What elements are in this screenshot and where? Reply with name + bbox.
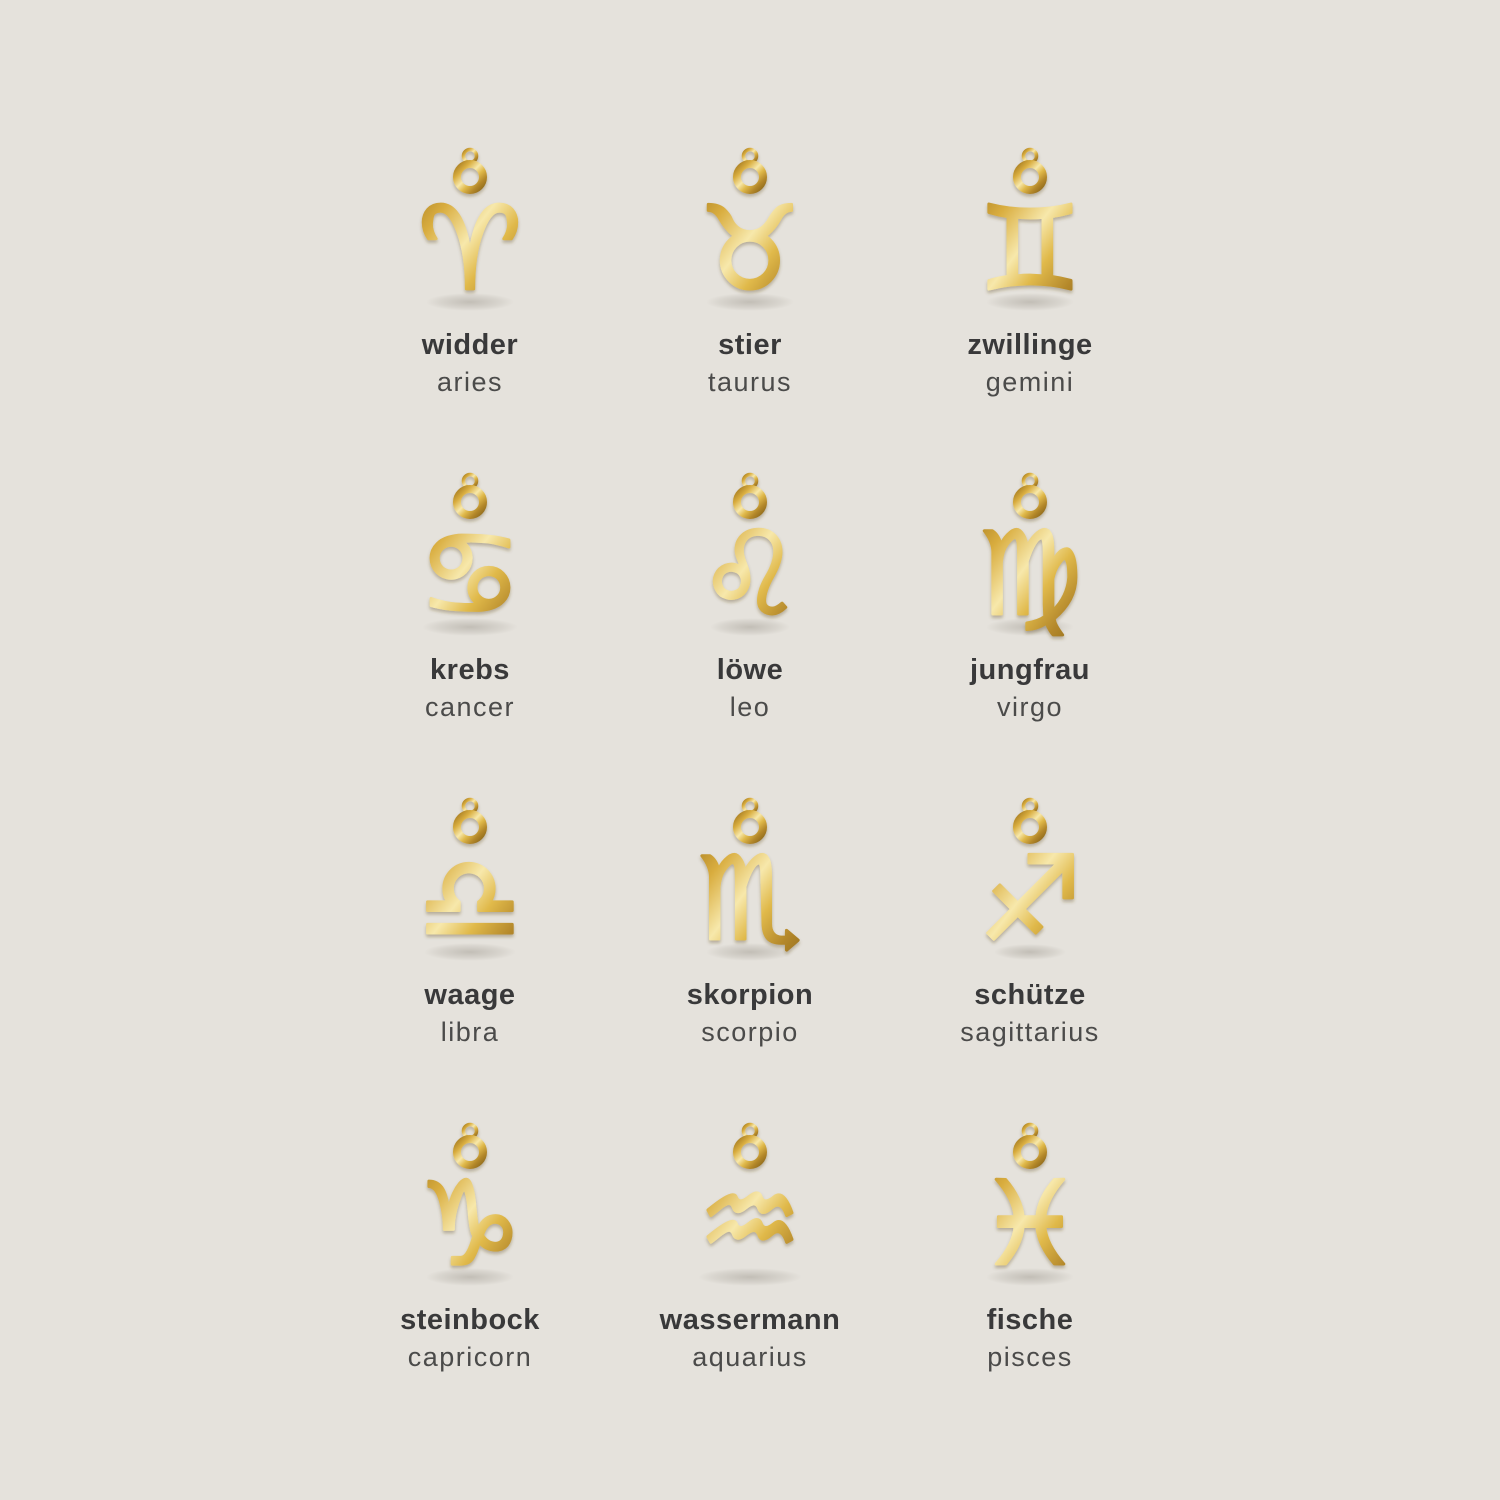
zodiac-symbol-glyph: ♊ [978,182,1082,317]
charm-caption [425,652,515,724]
charm-name-de: jungfrau [970,654,1090,686]
charm-card-aries [330,145,610,470]
charm-name-de: fische [986,1304,1074,1336]
charm-name-en: capricorn [407,1342,533,1372]
zodiac-symbol-glyph: ♐ [978,832,1082,967]
charm-card-pisces [890,1120,1170,1445]
charm-caption [424,977,515,1049]
zodiac-symbol-glyph: ♌ [698,507,802,642]
charm-caption [687,977,813,1049]
charm-name-en: virgo [996,692,1064,722]
taurus-zodiac-charm-icon [685,145,815,317]
charm-card-sagittarius [890,795,1170,1120]
charm-caption [400,1302,540,1374]
virgo-zodiac-charm-icon [965,470,1095,642]
zodiac-symbol-glyph: ♓ [978,1157,1082,1292]
gemini-zodiac-charm-icon [965,145,1095,317]
charm-name-en: aquarius [692,1342,808,1372]
charm-caption [970,652,1090,724]
zodiac-symbol-glyph: ♈ [418,182,522,317]
leo-zodiac-charm-icon [685,470,815,642]
zodiac-symbol-glyph: ♎ [418,832,522,967]
charm-card-cancer [330,470,610,795]
charm-name-en: sagittarius [960,1017,1100,1047]
charm-name-de: schütze [974,979,1086,1011]
cancer-zodiac-charm-icon [405,470,535,642]
charm-name-de: wassermann [659,1304,841,1336]
charm-name-de: löwe [716,654,784,686]
charm-name-en: libra [440,1017,500,1047]
libra-zodiac-charm-icon [405,795,535,967]
charm-name-en: aries [436,367,504,397]
zodiac-symbol-glyph: ♋ [418,507,522,642]
charm-caption [960,977,1100,1049]
charm-name-en: leo [729,692,771,722]
charm-card-gemini [890,145,1170,470]
zodiac-symbol-glyph: ♉ [698,182,802,317]
capricorn-zodiac-charm-icon [405,1120,535,1292]
zodiac-symbol-glyph: ♍ [978,507,1082,642]
charm-name-en: scorpio [701,1017,799,1047]
zodiac-symbol-glyph: ♒ [698,1153,802,1288]
charm-name-en: taurus [707,367,793,397]
charm-name-de: skorpion [686,979,814,1011]
charm-name-en: pisces [987,1342,1073,1372]
charm-name-en: cancer [424,692,516,722]
charm-caption [967,327,1092,399]
charm-caption [708,327,792,399]
zodiac-symbol-glyph: ♏ [698,832,802,967]
zodiac-symbol-glyph: ♑ [418,1157,522,1292]
zodiac-charm-grid [330,0,1170,1445]
charm-card-libra [330,795,610,1120]
charm-name-de: waage [424,979,516,1011]
charm-caption [987,1302,1074,1374]
charm-card-aquarius [610,1120,890,1445]
charm-card-virgo [890,470,1170,795]
scorpio-zodiac-charm-icon [685,795,815,967]
charm-caption [660,1302,841,1374]
aries-zodiac-charm-icon [405,145,535,317]
charm-name-de: steinbock [400,1304,540,1336]
sagittarius-zodiac-charm-icon [965,795,1095,967]
charm-name-de: krebs [430,654,510,686]
charm-card-leo [610,470,890,795]
charm-name-de: zwillinge [967,329,1093,361]
aquarius-zodiac-charm-icon [685,1120,815,1292]
charm-card-capricorn [330,1120,610,1445]
pisces-zodiac-charm-icon [965,1120,1095,1292]
charm-caption [422,327,518,399]
charm-name-en: gemini [985,367,1075,397]
charm-caption [717,652,783,724]
charm-card-scorpio [610,795,890,1120]
charm-card-taurus [610,145,890,470]
charm-name-de: stier [718,329,782,361]
charm-name-de: widder [421,329,519,361]
